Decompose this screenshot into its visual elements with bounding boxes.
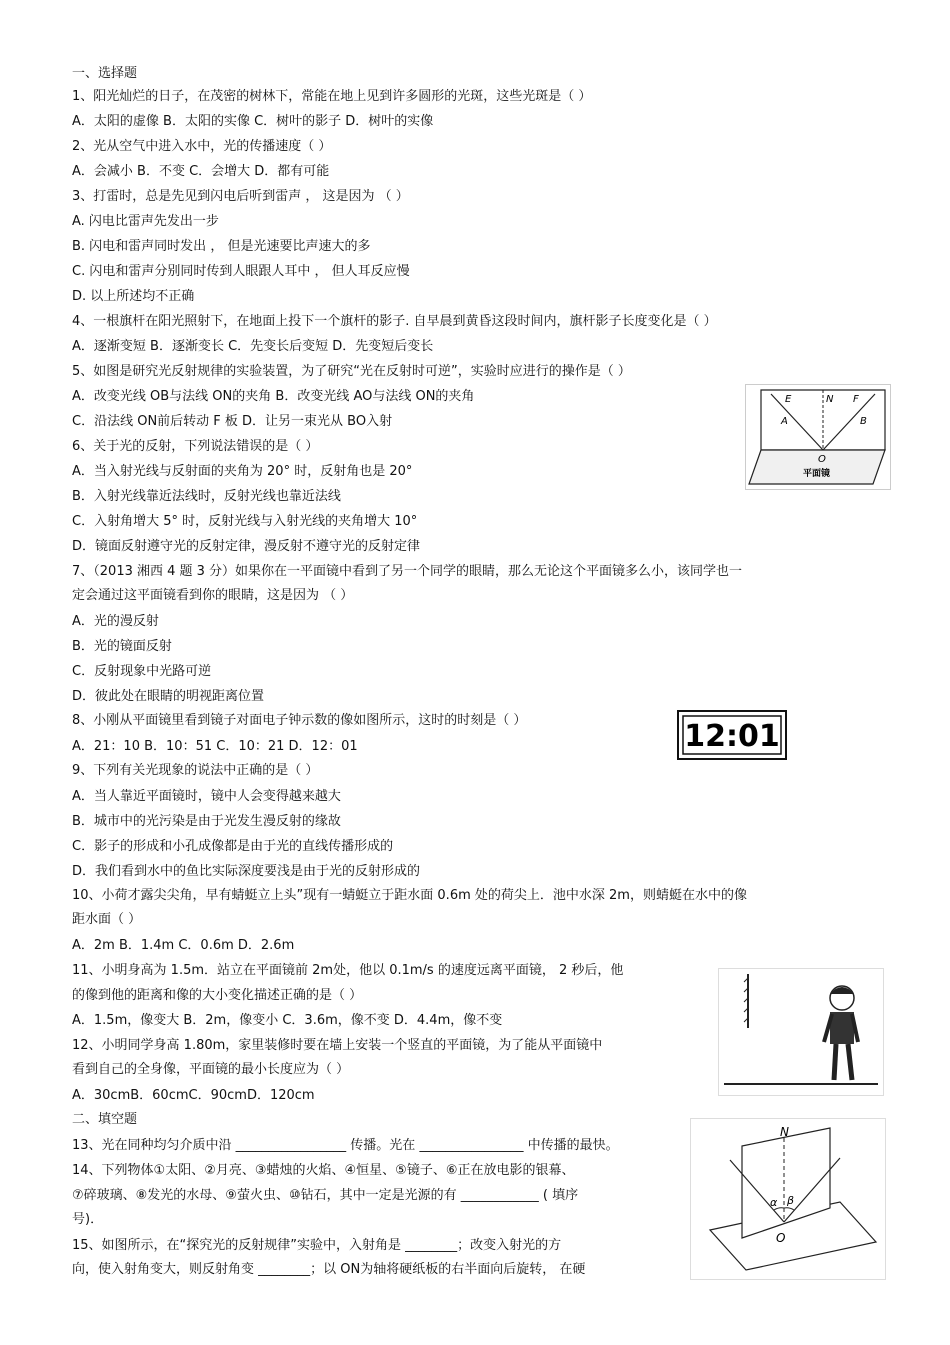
text-line: 定会通过这平面镜看到你的眼睛，这是因为 （ ）: [72, 588, 354, 603]
text-line: 11、小明身高为 1.5m．站立在平面镜前 2m处，他以 0.1m/s 的速度远离平面镜， 2 秒后，他: [72, 963, 624, 978]
text-line: A．光的漫反射: [72, 614, 159, 629]
person-mirror-figure: [718, 968, 884, 1096]
text-line: 7、（2013 湘西 4 题 3 分）如果你在一平面镜中看到了另一个同学的眼睛，那么无论这个平面镜多么小，该同学也一: [72, 564, 743, 579]
text-line: D．镜面反射遵守光的反射定律，漫反射不遵守光的反射定律: [72, 539, 421, 554]
text-line: A．当入射光线与反射面的夹角为 20° 时，反射角也是 20°: [72, 464, 413, 479]
clock-reading: 12:01: [684, 719, 780, 754]
label-O: O: [818, 454, 826, 465]
text-line: D．彼此处在眼睛的明视距离位置: [72, 689, 265, 704]
label-F: F: [853, 394, 859, 405]
text-line: 距水面（ ）: [72, 912, 142, 927]
reflection-board-figure: [690, 1118, 886, 1280]
text-line: 二、填空题: [72, 1112, 138, 1127]
text-line: C．沿法线 ON前后转动 F 板 D．让另一束光从 BO入射: [72, 414, 393, 429]
text-line: C．入射角增大 5° 时，反射光线与入射光线的夹角增大 10°: [72, 514, 418, 529]
text-line: A．1.5m，像变大 B．2m，像变小 C．3.6m，像不变 D．4.4m，像不变: [72, 1013, 503, 1028]
text-line: 1、阳光灿烂的日子，在茂密的树林下，常能在地上见到许多圆形的光斑，这些光斑是（ ）: [72, 89, 592, 104]
text-line: 看到自己的全身像，平面镜的最小长度应为（ ）: [72, 1062, 350, 1077]
text-line: C. 闪电和雷声分别同时传到人眼跟人耳中 ， 但人耳反应慢: [72, 264, 410, 279]
text-line: C．反射现象中光路可逆: [72, 664, 212, 679]
text-line: 9、下列有关光现象的说法中正确的是（ ）: [72, 763, 319, 778]
text-line: A. 闪电比雷声先发出一步: [72, 214, 219, 229]
text-line: 15、如图所示，在“探究光的反射规律”实验中，入射角是 ________；改变入射光的方: [72, 1238, 562, 1253]
label-N: N: [826, 394, 834, 405]
text-line: B. 闪电和雷声同时发出 ， 但是光速要比声速大的多: [72, 239, 371, 254]
text-line: 10、小荷才露尖尖角，早有蜻蜓立上头”现有一蜻蜓立于距水面 0.6m 处的荷尖上．池中水深 2m，则蜻蜓在水中的像: [72, 888, 747, 903]
plane-mirror-label: 平面镜: [803, 469, 831, 479]
text-line: 8、小刚从平面镜里看到镜子对面电子钟示数的像如图所示，这时的时刻是（ ）: [72, 713, 527, 728]
label-E: E: [785, 394, 792, 405]
text-line: A．2m B．1.4m C．0.6m D．2.6m: [72, 938, 295, 953]
label-N: N: [780, 1125, 789, 1139]
text-line: 5、如图是研究光反射规律的实验装置，为了研究“光在反射时可逆”，实验时应进行的操作是（ ）: [72, 364, 631, 379]
text-line: 一、选择题: [72, 66, 138, 81]
label-B: B: [860, 416, 867, 427]
label-alpha: α: [770, 1196, 778, 1209]
text-line: B．入射光线靠近法线时，反射光线也靠近法线: [72, 489, 341, 504]
text-line: A．21：10 B．10：51 C．10：21 D．12：01: [72, 739, 358, 754]
text-line: 12、小明同学身高 1.80m，家里装修时要在墙上安装一个竖直的平面镜，为了能从平面镜中: [72, 1038, 603, 1053]
text-line: 的像到他的距离和像的大小变化描述正确的是（ ）: [72, 988, 363, 1003]
text-line: 号)．: [72, 1212, 104, 1227]
text-line: B．城市中的光污染是由于光发生漫反射的缘故: [72, 814, 341, 829]
text-line: D. 以上所述均不正确: [72, 289, 195, 304]
text-line: 13、光在同种均匀介质中沿 _________________ 传播。光在 ________________ 中传播的最快。: [72, 1138, 619, 1153]
digital-clock-figure: [677, 710, 787, 760]
text-line: A．改变光线 OB与法线 ON的夹角 B．改变光线 AO与法线 ON的夹角: [72, 389, 475, 404]
label-beta: β: [787, 1194, 795, 1207]
text-line: C．影子的形成和小孔成像都是由于光的直线传播形成的: [72, 839, 394, 854]
label-O: O: [776, 1231, 786, 1245]
text-line: B．光的镜面反射: [72, 639, 172, 654]
text-line: D．我们看到水中的鱼比实际深度要浅是由于光的反射形成的: [72, 864, 421, 879]
text-line: A．逐渐变短 B．逐渐变长 C．先变长后变短 D．先变短后变长: [72, 339, 434, 354]
text-line: A．30cmB．60cmC．90cmD．120cm: [72, 1088, 315, 1103]
text-line: A．会减小 B．不变 C．会增大 D．都有可能: [72, 164, 330, 179]
reflection-apparatus-figure: [745, 384, 891, 490]
text-line: 14、下列物体①太阳、②月亮、③蜡烛的火焰、④恒星、⑤镜子、⑥正在放电影的银幕、: [72, 1163, 575, 1178]
text-line: 向，使入射角变大，则反射角变 ________；以 ON为轴将硬纸板的右半面向后旋转， 在硬: [72, 1262, 586, 1277]
text-line: 6、关于光的反射，下列说法错误的是（ ）: [72, 439, 319, 454]
text-line: 3、打雷时，总是先见到闪电后听到雷声 ， 这是因为 （ ）: [72, 189, 409, 204]
text-line: ⑦碎玻璃、⑧发光的水母、⑨萤火虫、⑩钻石，其中一定是光源的有 ____________ ( 填序: [72, 1188, 579, 1203]
text-line: 4、一根旗杆在阳光照射下，在地面上投下一个旗杆的影子. 自早晨到黄昏这段时间内，旗杆影子长度变化是（ ）: [72, 314, 717, 329]
text-line: 2、光从空气中进入水中，光的传播速度（ ）: [72, 139, 332, 154]
text-line: A．当人靠近平面镜时，镜中人会变得越来越大: [72, 789, 341, 804]
text-line: A．太阳的虚像 B．太阳的实像 C．树叶的影子 D．树叶的实像: [72, 114, 434, 129]
label-A: A: [781, 416, 788, 427]
